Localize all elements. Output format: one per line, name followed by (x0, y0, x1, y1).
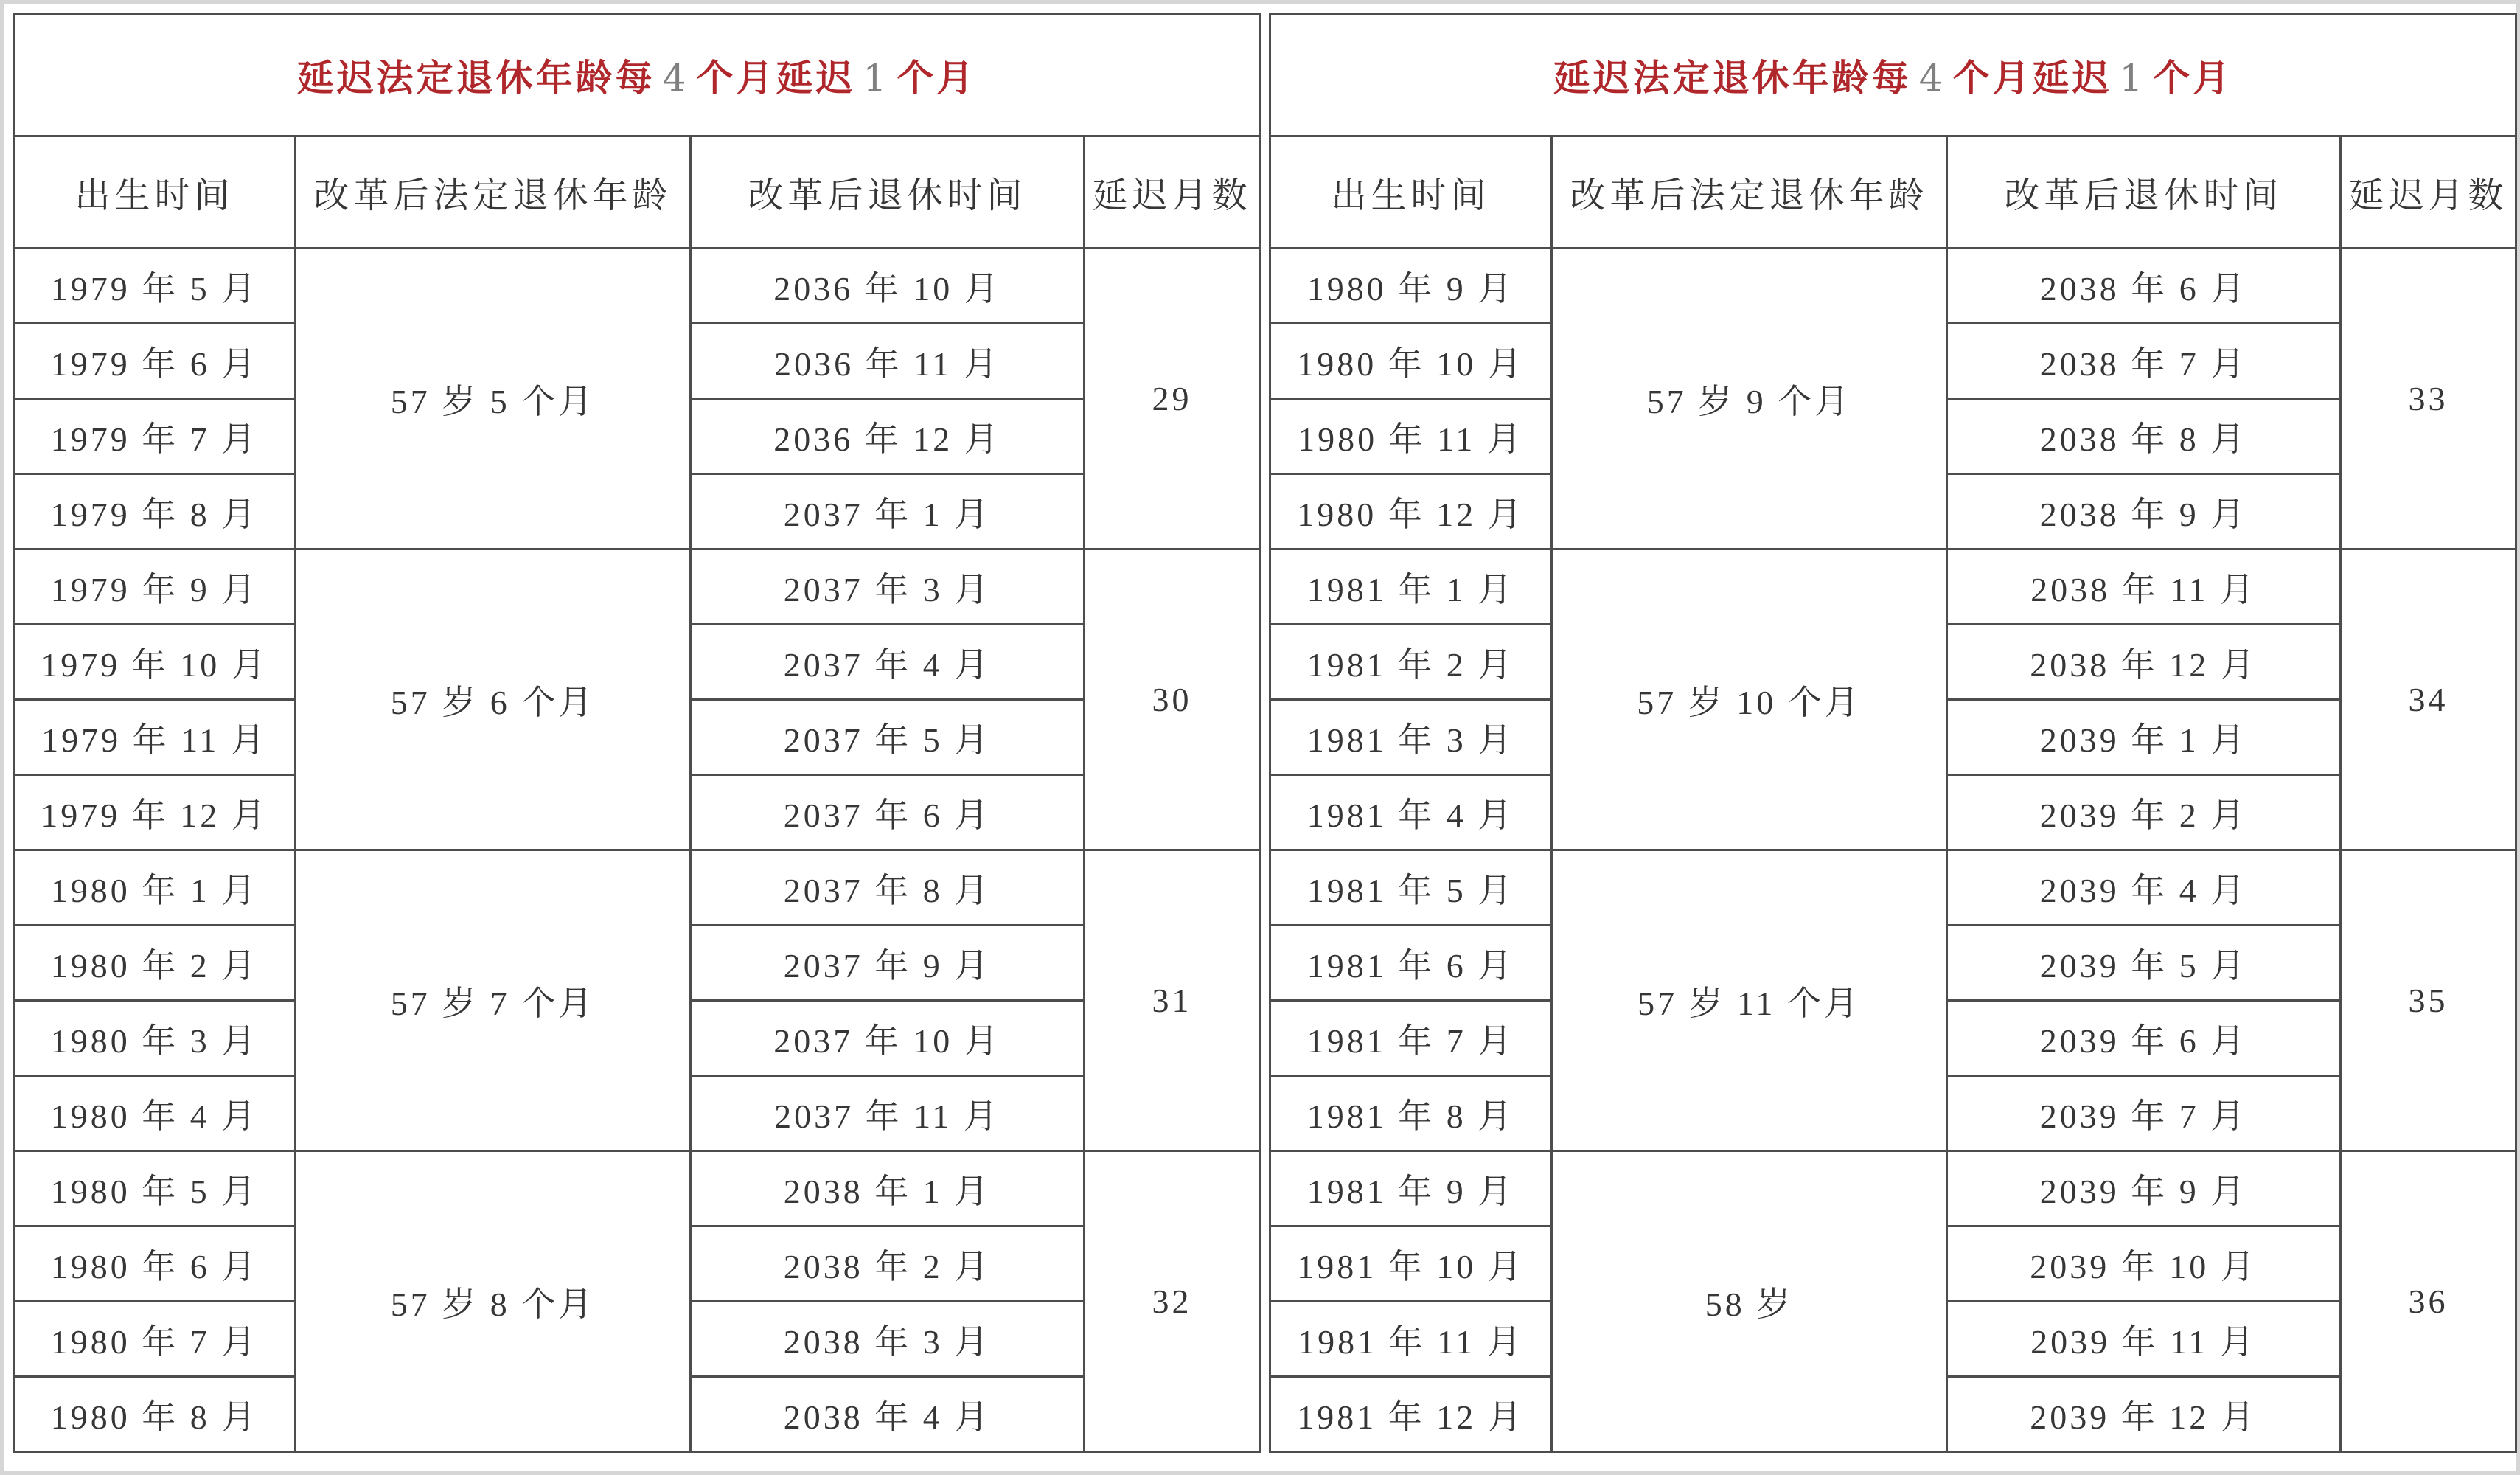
retirement-age-cell: 57 岁 7 个月 (296, 850, 691, 1151)
retirement-table-right (1269, 13, 2517, 1453)
table-row (1270, 249, 2516, 324)
retirement-date-cell: 2039 年 7 月 (1947, 1076, 2341, 1151)
table-row (14, 249, 1260, 324)
birth-date-cell: 1981 年 7 月 (1270, 1001, 1552, 1076)
header-retirement-age: 改革后法定退休年龄 (296, 136, 691, 249)
retirement-date-cell: 2037 年 8 月 (691, 850, 1085, 926)
table-row (14, 549, 1260, 625)
birth-date-cell: 1981 年 3 月 (1270, 700, 1552, 775)
retirement-date-cell: 2038 年 3 月 (691, 1302, 1085, 1377)
birth-date-cell: 1981 年 10 月 (1270, 1226, 1552, 1302)
delay-months-cell: 29 (1085, 249, 1260, 549)
birth-date-cell: 1980 年 4 月 (14, 1076, 296, 1151)
retirement-age-cell: 57 岁 11 个月 (1552, 850, 1947, 1151)
birth-date-cell: 1981 年 6 月 (1270, 926, 1552, 1001)
birth-date-cell: 1981 年 9 月 (1270, 1151, 1552, 1226)
title-row (14, 14, 1260, 136)
table-title: 延迟法定退休年龄每 4 个月延迟 1 个月 (14, 14, 1260, 136)
retirement-date-cell: 2037 年 10 月 (691, 1001, 1085, 1076)
birth-date-cell: 1981 年 11 月 (1270, 1302, 1552, 1377)
table-row (14, 850, 1260, 926)
retirement-date-cell: 2039 年 2 月 (1947, 775, 2341, 850)
birth-date-cell: 1981 年 2 月 (1270, 625, 1552, 700)
retirement-date-cell: 2037 年 1 月 (691, 474, 1085, 549)
table-body (1270, 249, 2516, 1452)
header-row (1270, 136, 2516, 249)
birth-date-cell: 1980 年 1 月 (14, 850, 296, 926)
delay-months-cell: 35 (2341, 850, 2516, 1151)
title-row (1270, 14, 2516, 136)
birth-date-cell: 1979 年 11 月 (14, 700, 296, 775)
retirement-date-cell: 2039 年 12 月 (1947, 1377, 2341, 1452)
header-delay-months: 延迟月数 (2341, 136, 2516, 249)
retirement-date-cell: 2038 年 9 月 (1947, 474, 2341, 549)
header-retirement-age: 改革后法定退休年龄 (1552, 136, 1947, 249)
retirement-date-cell: 2036 年 12 月 (691, 399, 1085, 474)
table-row (1270, 549, 2516, 625)
header-delay-months: 延迟月数 (1085, 136, 1260, 249)
birth-date-cell: 1980 年 7 月 (14, 1302, 296, 1377)
retirement-date-cell: 2037 年 11 月 (691, 1076, 1085, 1151)
retirement-table-left (13, 13, 1261, 1453)
retirement-age-cell: 57 岁 5 个月 (296, 249, 691, 549)
birth-date-cell: 1981 年 8 月 (1270, 1076, 1552, 1151)
retirement-date-cell: 2037 年 3 月 (691, 549, 1085, 625)
birth-date-cell: 1979 年 5 月 (14, 249, 296, 324)
retirement-date-cell: 2037 年 6 月 (691, 775, 1085, 850)
retirement-date-cell: 2038 年 6 月 (1947, 249, 2341, 324)
retirement-age-cell: 57 岁 10 个月 (1552, 549, 1947, 850)
retirement-date-cell: 2037 年 9 月 (691, 926, 1085, 1001)
retirement-date-cell: 2036 年 11 月 (691, 324, 1085, 399)
birth-date-cell: 1979 年 8 月 (14, 474, 296, 549)
birth-date-cell: 1981 年 5 月 (1270, 850, 1552, 926)
retirement-date-cell: 2038 年 1 月 (691, 1151, 1085, 1226)
retirement-date-cell: 2036 年 10 月 (691, 249, 1085, 324)
retirement-date-cell: 2038 年 11 月 (1947, 549, 2341, 625)
birth-date-cell: 1980 年 9 月 (1270, 249, 1552, 324)
retirement-age-cell: 57 岁 9 个月 (1552, 249, 1947, 549)
birth-date-cell: 1979 年 9 月 (14, 549, 296, 625)
birth-date-cell: 1980 年 12 月 (1270, 474, 1552, 549)
retirement-age-cell: 58 岁 (1552, 1151, 1947, 1452)
header-birth-date: 出生时间 (1270, 136, 1552, 249)
retirement-date-cell: 2039 年 10 月 (1947, 1226, 2341, 1302)
table-body (14, 249, 1260, 1452)
retirement-date-cell: 2038 年 2 月 (691, 1226, 1085, 1302)
birth-date-cell: 1979 年 6 月 (14, 324, 296, 399)
retirement-date-cell: 2038 年 7 月 (1947, 324, 2341, 399)
table-row (1270, 850, 2516, 926)
delay-months-cell: 33 (2341, 249, 2516, 549)
header-row (14, 136, 1260, 249)
retirement-date-cell: 2037 年 5 月 (691, 700, 1085, 775)
birth-date-cell: 1980 年 3 月 (14, 1001, 296, 1076)
retirement-date-cell: 2039 年 1 月 (1947, 700, 2341, 775)
table-row (1270, 1151, 2516, 1226)
retirement-date-cell: 2038 年 12 月 (1947, 625, 2341, 700)
birth-date-cell: 1979 年 10 月 (14, 625, 296, 700)
table-title: 延迟法定退休年龄每 4 个月延迟 1 个月 (1270, 14, 2516, 136)
retirement-date-cell: 2039 年 11 月 (1947, 1302, 2341, 1377)
retirement-age-cell: 57 岁 6 个月 (296, 549, 691, 850)
delay-months-cell: 30 (1085, 549, 1260, 850)
birth-date-cell: 1979 年 7 月 (14, 399, 296, 474)
header-retirement-date: 改革后退休时间 (691, 136, 1085, 249)
right-table-panel (1269, 13, 2515, 1453)
retirement-date-cell: 2039 年 6 月 (1947, 1001, 2341, 1076)
left-table-panel (13, 13, 1259, 1453)
header-birth-date: 出生时间 (14, 136, 296, 249)
retirement-date-cell: 2037 年 4 月 (691, 625, 1085, 700)
table-row (14, 1151, 1260, 1226)
birth-date-cell: 1980 年 10 月 (1270, 324, 1552, 399)
birth-date-cell: 1979 年 12 月 (14, 775, 296, 850)
delay-months-cell: 32 (1085, 1151, 1260, 1452)
retirement-date-cell: 2038 年 4 月 (691, 1377, 1085, 1452)
retirement-age-cell: 57 岁 8 个月 (296, 1151, 691, 1452)
birth-date-cell: 1980 年 6 月 (14, 1226, 296, 1302)
retirement-date-cell: 2039 年 5 月 (1947, 926, 2341, 1001)
birth-date-cell: 1980 年 5 月 (14, 1151, 296, 1226)
header-retirement-date: 改革后退休时间 (1947, 136, 2341, 249)
birth-date-cell: 1980 年 8 月 (14, 1377, 296, 1452)
birth-date-cell: 1981 年 1 月 (1270, 549, 1552, 625)
birth-date-cell: 1981 年 4 月 (1270, 775, 1552, 850)
delay-months-cell: 31 (1085, 850, 1260, 1151)
retirement-date-cell: 2039 年 9 月 (1947, 1151, 2341, 1226)
retirement-date-cell: 2038 年 8 月 (1947, 399, 2341, 474)
birth-date-cell: 1981 年 12 月 (1270, 1377, 1552, 1452)
birth-date-cell: 1980 年 11 月 (1270, 399, 1552, 474)
retirement-date-cell: 2039 年 4 月 (1947, 850, 2341, 926)
birth-date-cell: 1980 年 2 月 (14, 926, 296, 1001)
delay-months-cell: 36 (2341, 1151, 2516, 1452)
delay-months-cell: 34 (2341, 549, 2516, 850)
